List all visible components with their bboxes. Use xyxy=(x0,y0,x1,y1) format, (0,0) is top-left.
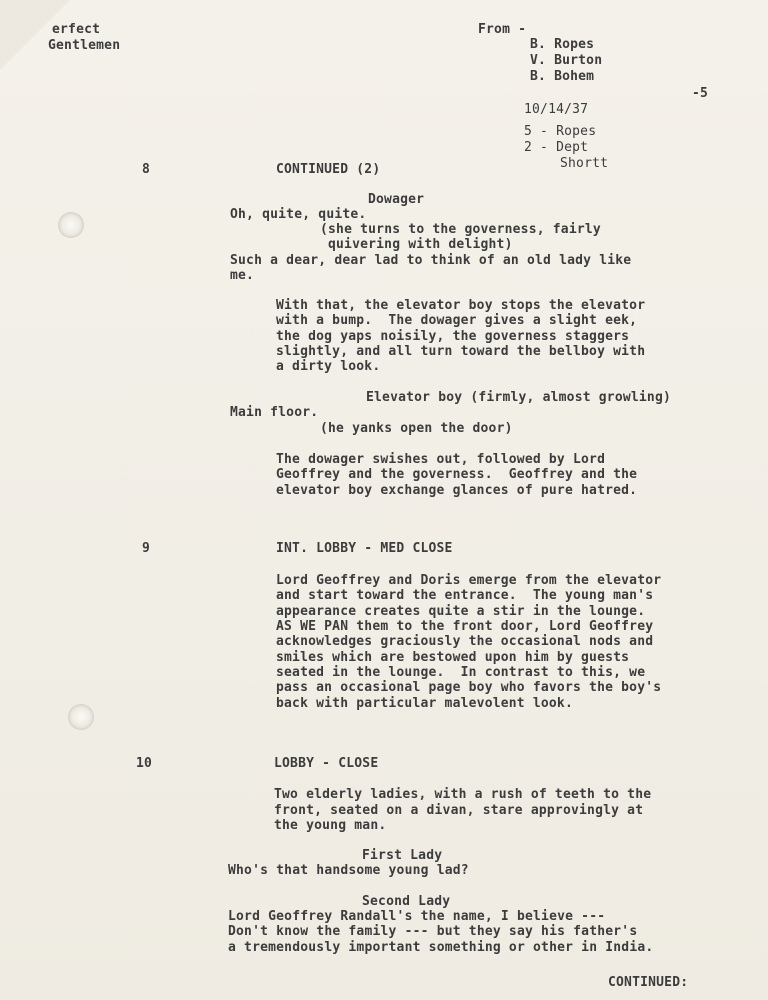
distribution-2: 2 - Dept xyxy=(524,140,589,155)
continued-footer: CONTINUED: xyxy=(608,975,689,990)
character-second-lady: Second Lady xyxy=(362,894,451,909)
action-line: elevator boy exchange glances of pure hatred. xyxy=(276,483,638,498)
scene-number-9: 9 xyxy=(142,541,151,556)
action-line: The dowager swishes out, followed by Lord xyxy=(276,452,606,467)
from-label: From - xyxy=(478,22,527,37)
scene-number-8: 8 xyxy=(142,162,151,177)
page-number: -5 xyxy=(692,86,709,101)
action-line: the young man. xyxy=(274,818,387,833)
action-line: Two elderly ladies, with a rush of teeth to the xyxy=(274,787,652,802)
title-line-1: erfect xyxy=(52,22,101,37)
parenthetical-line: quivering with delight) xyxy=(328,237,513,252)
punch-hole-top xyxy=(58,212,84,238)
dialogue-line: Lord Geoffrey Randall's the name, I believe --- xyxy=(228,909,606,924)
action-line: appearance creates quite a stir in the lounge. xyxy=(276,604,646,619)
punch-hole-bottom xyxy=(68,704,94,730)
parenthetical-line: (he yanks open the door) xyxy=(320,421,513,436)
parenthetical-line: (she turns to the governess, fairly xyxy=(320,222,601,237)
author-1: B. Ropes xyxy=(530,37,595,52)
character-dowager: Dowager xyxy=(368,192,425,207)
action-line: Geoffrey and the governess. Geoffrey and the xyxy=(276,467,638,482)
dialogue-line: Don't know the family --- but they say his father's xyxy=(228,924,638,939)
action-line: AS WE PAN them to the front door, Lord Geoffrey xyxy=(276,619,654,634)
dialogue-line: Who's that handsome young lad? xyxy=(228,863,469,878)
action-line: and start toward the entrance. The young man's xyxy=(276,588,654,603)
character-first-lady: First Lady xyxy=(362,848,443,863)
action-line: acknowledges graciously the occasional nods and xyxy=(276,634,654,649)
character-elevator-boy: Elevator boy (firmly, almost growling) xyxy=(366,390,672,405)
action-line: pass an occasional page boy who favors the boy's xyxy=(276,680,662,695)
action-line: slightly, and all turn toward the bellboy with xyxy=(276,344,646,359)
continued-heading: CONTINUED (2) xyxy=(276,162,381,177)
action-line: the dog yaps noisily, the governess staggers xyxy=(276,329,630,344)
scene-heading: LOBBY - CLOSE xyxy=(274,756,379,771)
action-line: smiles which are bestowed upon him by guests xyxy=(276,650,630,665)
scene-heading: INT. LOBBY - MED CLOSE xyxy=(276,541,453,556)
draft-date: 10/14/37 xyxy=(524,102,589,117)
action-line: with a bump. The dowager gives a slight eek, xyxy=(276,313,638,328)
distribution-3: Shortt xyxy=(560,156,609,171)
author-3: B. Bohem xyxy=(530,69,595,84)
action-line: a dirty look. xyxy=(276,359,381,374)
author-2: V. Burton xyxy=(530,53,603,68)
scene-number-10: 10 xyxy=(136,756,153,771)
distribution-1: 5 - Ropes xyxy=(524,124,597,139)
dialogue-line: Such a dear, dear lad to think of an old lady like xyxy=(230,253,632,268)
dialogue-line: a tremendously important something or other in India. xyxy=(228,940,654,955)
dialogue-line: Main floor. xyxy=(230,405,319,420)
dialogue-line: Oh, quite, quite. xyxy=(230,207,367,222)
action-line: back with particular malevolent look. xyxy=(276,696,573,711)
dialogue-line: me. xyxy=(230,268,255,283)
action-line: Lord Geoffrey and Doris emerge from the elevator xyxy=(276,573,662,588)
action-line: seated in the lounge. In contrast to this, we xyxy=(276,665,646,680)
title-line-2: Gentlemen xyxy=(48,38,121,53)
action-line: front, seated on a divan, stare approvingly at xyxy=(274,803,644,818)
action-line: With that, the elevator boy stops the elevator xyxy=(276,298,646,313)
